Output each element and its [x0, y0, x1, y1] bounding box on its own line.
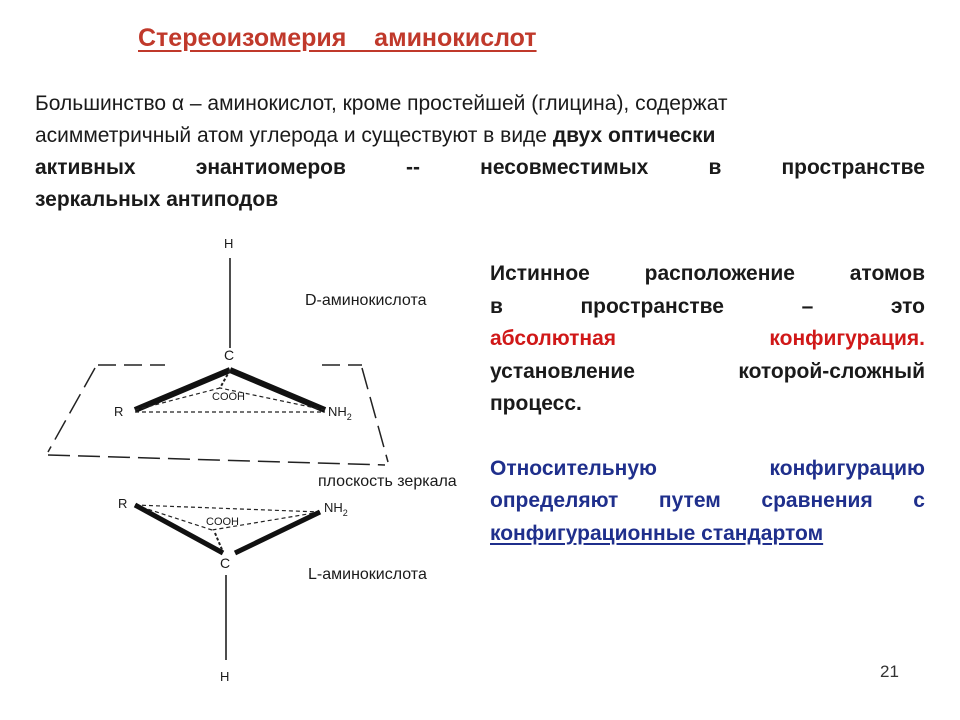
d-aminoacid-label: D-аминокислота	[305, 292, 427, 309]
bottom-h-label: H	[220, 669, 230, 684]
mirror-plane-label: плоскость зеркала	[318, 473, 457, 490]
right-line-4: установление которой-сложный	[490, 359, 925, 383]
right-line-5: процесс.	[490, 392, 582, 415]
bottom-nh-label	[324, 500, 348, 518]
right-line-8: конфигурационные стандартом	[490, 521, 824, 545]
right-line-7: определяют путем сравнения с	[490, 489, 925, 512]
bottom-r-label: R	[118, 496, 128, 511]
right-line-6: Относительную конфигурацию	[490, 456, 925, 480]
intro-line-2	[35, 120, 925, 152]
bottom-c-label: C	[220, 555, 231, 571]
right-line-1: Истинное расположение атомов	[490, 262, 925, 285]
intro-line-1: Большинство α – аминокислот, кроме простейшей (глицина), содержат	[35, 92, 728, 115]
top-nh-sub: 2	[346, 412, 352, 422]
slide-title: Стереоизомерия аминокислот	[138, 24, 537, 52]
top-h-label: H	[224, 236, 234, 251]
intro-line-3: активных энантиомеров -- несовместимых в пространстве	[35, 156, 925, 179]
top-r-label: R	[114, 404, 124, 419]
configuration-text	[490, 258, 925, 550]
intro-line-4: зеркальных антиподов	[35, 188, 279, 211]
intro-line-2-bold: двух оптически	[552, 124, 716, 147]
intro-line-2-text: асимметричный атом углерода и существуют в виде	[35, 124, 553, 147]
paragraph-gap	[490, 421, 925, 453]
top-c-label: C	[224, 347, 235, 363]
bottom-nh-text: NH	[324, 500, 343, 515]
right-line-2: в пространстве – это	[490, 294, 925, 318]
l-aminoacid-label: L-аминокислота	[308, 566, 427, 583]
top-nh-label	[328, 404, 352, 422]
right-line-3: абсолютная конфигурация.	[490, 327, 925, 350]
bottom-cooh-label: COOH	[206, 516, 239, 528]
bottom-nh-sub: 2	[342, 508, 348, 518]
top-cooh-label: COOH	[212, 391, 245, 403]
amino-acid-stereo-diagram	[40, 230, 490, 695]
page-number: 21	[880, 662, 899, 681]
top-nh-text: NH	[328, 404, 347, 419]
intro-paragraph	[35, 88, 925, 216]
